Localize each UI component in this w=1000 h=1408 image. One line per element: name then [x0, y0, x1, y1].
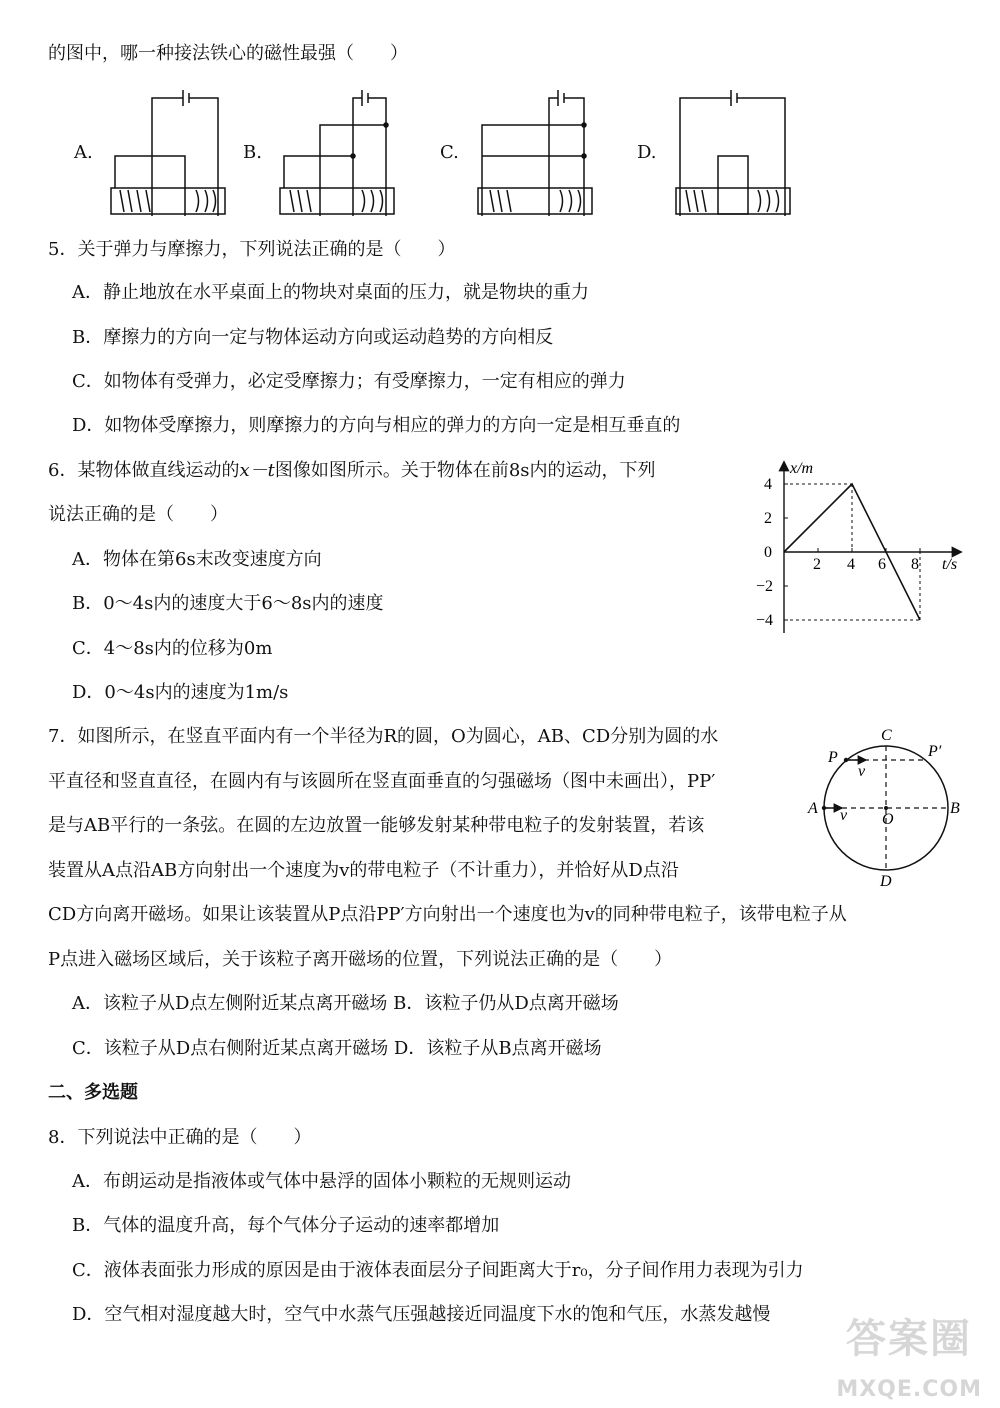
watermark-url: MXQE.COM	[836, 1377, 982, 1402]
label-o: O	[882, 811, 894, 828]
y-tick-0: 0	[764, 544, 772, 561]
q5-option-a: A．静止地放在水平桌面上的物块对桌面的压力，就是物块的重力	[72, 282, 589, 303]
q4-label-c: C.	[440, 142, 459, 163]
label-p: P	[828, 749, 838, 766]
x-axis-label: t/s	[942, 556, 958, 573]
q8-option-d: D．空气相对湿度越大时，空气中水蒸气压强越接近同温度下水的饱和气压，水蒸发越慢	[72, 1304, 771, 1325]
xt-graph	[750, 455, 970, 640]
q7-line-3: 是与AB平行的一条弦。在圆的左边放置一能够发射某种带电粒子的发射装置，若该	[48, 815, 705, 836]
q8-option-c: C．液体表面张力形成的原因是由于液体表面层分子间距离大于r₀，分子间作用力表现为引力	[72, 1260, 804, 1281]
x-tick-6: 6	[878, 556, 886, 573]
point-p	[844, 758, 848, 762]
x-tick-4: 4	[847, 556, 855, 573]
point-o	[884, 806, 888, 810]
circuit-a	[111, 90, 225, 216]
q6-option-d: D．0～4s内的速度为1m/s	[72, 682, 289, 703]
q8-option-b: B．气体的温度升高，每个气体分子运动的速率都增加	[72, 1215, 500, 1236]
q7-options-row2: C．该粒子从D点右侧附近某点离开磁场 D．该粒子从B点离开磁场	[72, 1038, 602, 1059]
q8-stem: 8．下列说法中正确的是（ ）	[48, 1127, 312, 1148]
y-tick-neg4: −4	[756, 612, 774, 629]
q4-label-a: A.	[74, 142, 93, 163]
y-tick-neg2: −2	[756, 578, 774, 595]
q5-stem: 5．关于弹力与摩擦力，下列说法正确的是（ ）	[48, 239, 456, 260]
x-tick-2: 2	[813, 556, 821, 573]
q4-circuit-figures	[0, 80, 1000, 230]
q7-line-5: CD方向离开磁场。如果让该装置从P点沿PP′方向射出一个速度也为v的同种带电粒子，该带电粒子从	[48, 904, 847, 925]
q7-options-row1: A．该粒子从D点左侧附近某点离开磁场 B．该粒子仍从D点离开磁场	[72, 993, 619, 1014]
q8-option-a: A．布朗运动是指液体或气体中悬浮的固体小颗粒的无规则运动	[72, 1171, 571, 1192]
magnetic-circle-figure	[800, 720, 970, 892]
watermark-logo-text: 答案圈	[846, 1316, 972, 1362]
label-p-prime: P′	[928, 743, 942, 760]
q6-stem-line1: 6．某物体做直线运动的x－t图像如图所示。关于物体在前8s内的运动，下列	[48, 460, 656, 481]
circuit-d	[676, 90, 790, 216]
label-v-upper: v	[858, 763, 866, 780]
q6-option-a: A．物体在第6s末改变速度方向	[72, 549, 322, 570]
q4-stem-tail: 的图中，哪一种接法铁心的磁性最强（ ）	[48, 43, 408, 64]
q5-option-d: D．如物体受摩擦力，则摩擦力的方向与相应的弹力的方向一定是相互垂直的	[72, 415, 681, 436]
q7-line-4: 装置从A点沿AB方向射出一个速度为v的带电粒子（不计重力），并恰好从D点沿	[48, 860, 679, 881]
y-tick-2: 2	[764, 510, 772, 527]
q5-option-b: B．摩擦力的方向一定与物体运动方向或运动趋势的方向相反	[72, 327, 554, 348]
label-v-lower: v	[840, 807, 848, 824]
circuit-b	[280, 90, 394, 216]
q7-line-1: 7．如图所示，在竖直平面内有一个半径为R的圆，O为圆心，AB、CD分别为圆的水	[48, 726, 719, 747]
section-title-multi: 二、多选题	[48, 1082, 138, 1103]
q5-option-c: C．如物体有受弹力，必定受摩擦力；有受摩擦力，一定有相应的弹力	[72, 371, 626, 392]
q6-stem-line2: 说法正确的是（ ）	[48, 504, 228, 525]
label-c: C	[881, 727, 892, 744]
q7-line-2: 平直径和竖直直径，在圆内有与该圆所在竖直面垂直的匀强磁场（图中未画出），PP′	[48, 771, 716, 792]
q4-label-b: B.	[243, 142, 262, 163]
label-b: B	[950, 800, 960, 817]
label-a: A	[808, 800, 818, 817]
y-axis-label: x/m	[790, 460, 814, 477]
q4-label-d: D.	[637, 142, 657, 163]
label-d: D	[880, 873, 892, 890]
q6-option-b: B．0～4s内的速度大于6～8s内的速度	[72, 593, 384, 614]
point-a	[822, 806, 826, 810]
q6-option-c: C．4～8s内的位移为0m	[72, 638, 273, 659]
circuit-c	[478, 90, 592, 216]
y-tick-4: 4	[764, 476, 772, 493]
x-tick-8: 8	[911, 556, 919, 573]
q7-line-6: P点进入磁场区域后，关于该粒子离开磁场的位置，下列说法正确的是（ ）	[48, 949, 673, 970]
